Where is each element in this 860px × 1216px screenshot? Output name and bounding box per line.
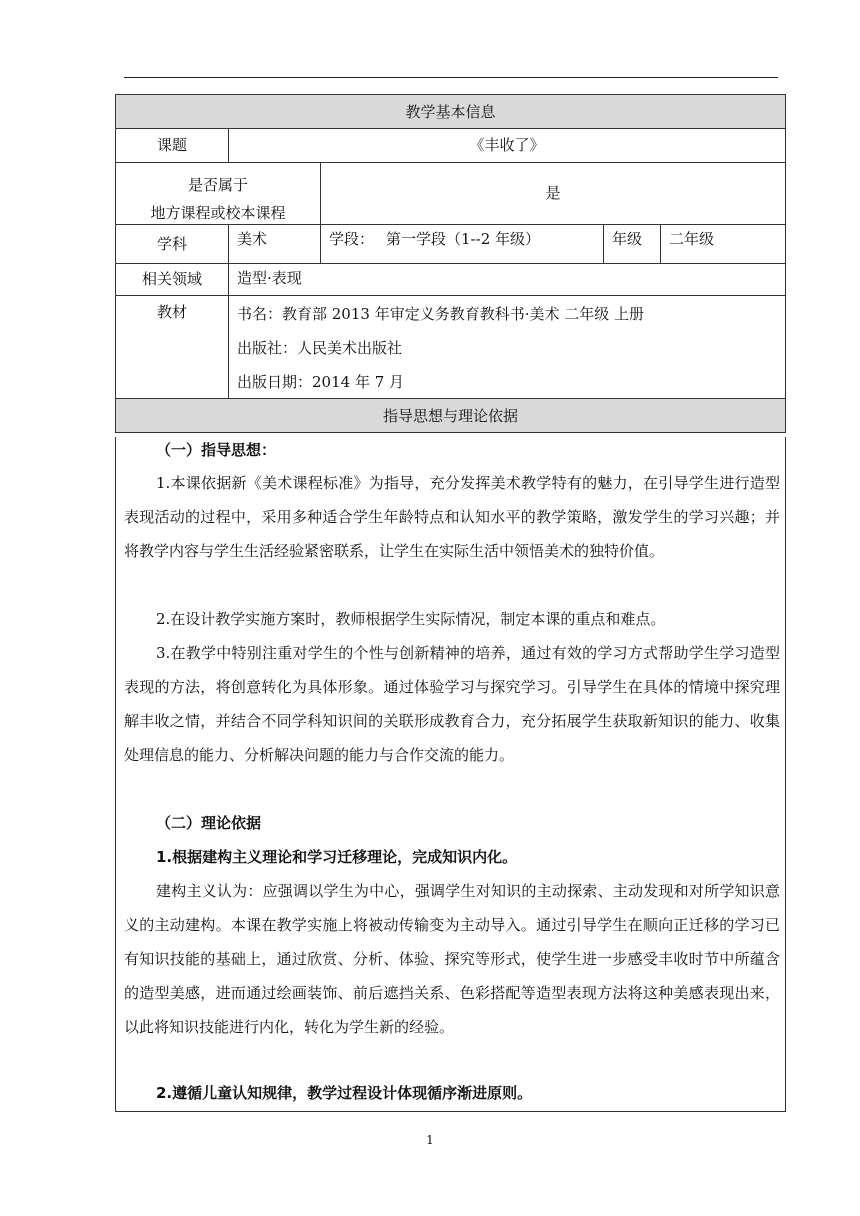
theory-2-title: 2.遵循儿童认知规律，教学过程设计体现循序渐进原则。 bbox=[156, 1084, 533, 1102]
stage-value: 第一学段（1--2 年级） bbox=[386, 230, 541, 248]
grade-value: 二年级 bbox=[660, 225, 785, 263]
subject-row bbox=[115, 225, 786, 264]
guidance-paragraph-2: 2.在设计教学实施方案时，教师根据学生实际情况，制定本课的重点和难点。 bbox=[156, 610, 666, 628]
section-2-title: （二）理论依据 bbox=[156, 814, 262, 832]
guidance-header bbox=[115, 399, 786, 433]
field-row bbox=[115, 264, 786, 296]
topic-label: 课题 bbox=[156, 136, 187, 154]
field-value: 造型·表现 bbox=[228, 264, 785, 295]
basic-info-header bbox=[115, 94, 786, 129]
topic-row bbox=[115, 129, 786, 163]
local-course-label-line2: 地方课程或校本课程 bbox=[150, 204, 286, 222]
local-course-row bbox=[115, 163, 786, 225]
subject-value: 美术 bbox=[228, 225, 320, 263]
grade-label: 年级 bbox=[603, 225, 660, 263]
page-number: 1 bbox=[426, 1133, 434, 1147]
textbook-line-2: 出版社：人民美术出版社 bbox=[237, 339, 403, 357]
theory-1-paragraph: 建构主义认为：应强调以学生为中心，强调学生对知识的主动探索、主动发现和对所学知识意义的主动建构。本课在教学实施上将被动传输变为主动导入。通过引导学生在顺向正迁移的学习已有知识技能的基础上，通过欣赏、分析、体验、探究等形式，使学生进一步感受丰收时节中所蕴含的造型美感，进而通过绘画装饰、前后遮挡关系、色彩搭配等造型表现方法将这种美感表现出来，以此将知识技能进行内化，转化为学生新的经验。 bbox=[124, 882, 780, 1036]
subject-label: 学科 bbox=[156, 234, 187, 253]
guidance-paragraph-1: 1.本课依据新《美术课程标准》为指导，充分发挥美术教学特有的魅力，在引导学生进行造型表现活动的过程中，采用多种适合学生年龄特点和认知水平的教学策略，激发学生的学习兴趣；并将教学内容与学生生活经验紧密联系，让学生在实际生活中领悟美术的独特价值。 bbox=[124, 474, 780, 560]
basic-info-header-text: 教学基本信息 bbox=[405, 103, 496, 121]
textbook-label: 教材 bbox=[156, 303, 187, 321]
textbook-line-1: 书名：教育部 2013 年审定义务教育教科书·美术 二年级 上册 bbox=[237, 305, 645, 323]
stage-label: 学段： bbox=[329, 230, 375, 248]
field-label: 相关领域 bbox=[141, 270, 202, 288]
header-rule bbox=[124, 77, 778, 78]
theory-1-title: 1.根据建构主义理论和学习迁移理论，完成知识内化。 bbox=[156, 848, 518, 866]
basic-info-table bbox=[115, 94, 786, 433]
guidance-header-text: 指导思想与理论依据 bbox=[382, 407, 518, 425]
stage-cell bbox=[320, 225, 603, 263]
topic-value: 《丰收了》 bbox=[228, 129, 785, 162]
local-course-label bbox=[116, 163, 320, 224]
local-course-value: 是 bbox=[320, 163, 785, 224]
section-1-title: （一）指导思想： bbox=[156, 441, 277, 459]
guidance-paragraph-3: 3.在教学中特别注重对学生的个性与创新精神的培养，通过有效的学习方式帮助学生学习造型表现的方法，将创意转化为具体形象。通过体验学习与探究学习。引导学生在具体的情境中探究理解丰收之情，并结合不同学科知识间的关联形成教育合力，充分拓展学生获取新知识的能力、收集处理信息的能力、分析解决问题的能力与合作交流的能力。 bbox=[124, 644, 780, 764]
local-course-label-line1: 是否属于 bbox=[187, 176, 248, 194]
textbook-row bbox=[115, 296, 786, 399]
textbook-line-3: 出版日期：2014 年 7 月 bbox=[237, 373, 405, 391]
textbook-value bbox=[228, 296, 785, 398]
